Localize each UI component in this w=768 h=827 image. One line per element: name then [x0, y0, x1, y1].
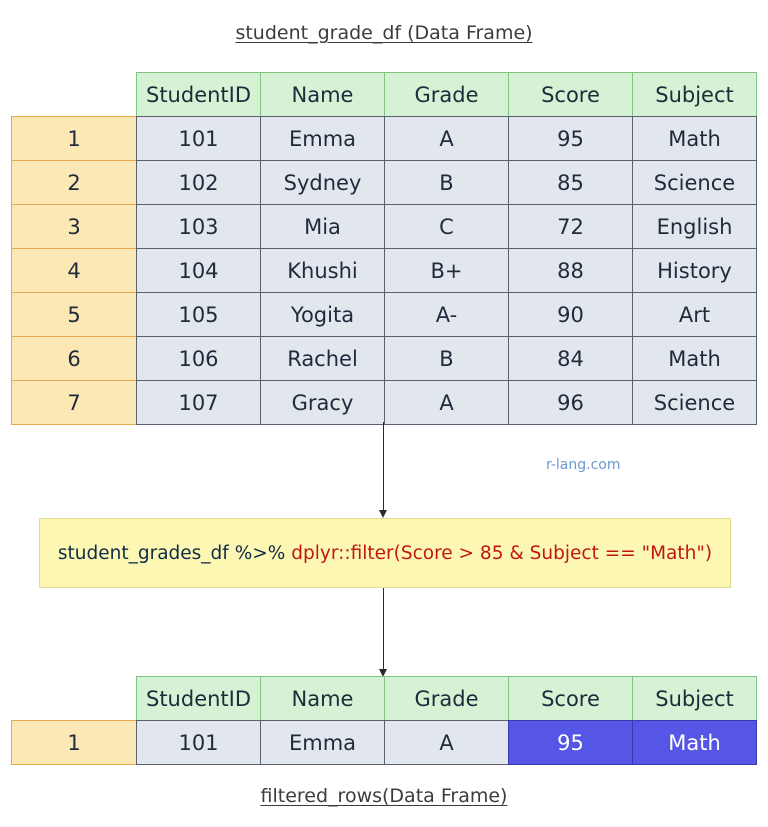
table-cell: Art [632, 292, 757, 337]
result-column-header: Grade [384, 676, 509, 721]
table-cell: Science [632, 160, 757, 205]
column-header: StudentID [136, 72, 261, 117]
result-column-header: Subject [632, 676, 757, 721]
code-object: student_grades_df [57, 542, 229, 564]
column-header: Grade [384, 72, 509, 117]
result-column-header: Name [260, 676, 385, 721]
table-cell: Math [632, 336, 757, 381]
table-cell: 103 [136, 204, 261, 249]
flow-line-bottom [383, 588, 384, 670]
table-cell: Emma [260, 116, 385, 161]
result-column-header: Score [508, 676, 633, 721]
table-cell: B+ [384, 248, 509, 293]
table-cell: 85 [508, 160, 633, 205]
watermark: r-lang.com [546, 457, 621, 473]
table-cell: B [384, 336, 509, 381]
table-cell: 88 [508, 248, 633, 293]
column-header: Name [260, 72, 385, 117]
result-cell: 101 [136, 720, 261, 765]
column-header: Subject [632, 72, 757, 117]
result-cell: Emma [260, 720, 385, 765]
table-cell: A [384, 380, 509, 425]
result-table-body [137, 721, 757, 765]
arrowhead-down-icon [379, 510, 387, 518]
table-cell: Math [632, 116, 757, 161]
result-cell: 95 [508, 720, 633, 765]
result-cell: Math [632, 720, 757, 765]
table-cell: 84 [508, 336, 633, 381]
table-cell: 101 [136, 116, 261, 161]
result-table-header [137, 677, 757, 721]
bottom-caption: filtered_rows(Data Frame) [260, 785, 508, 807]
table-cell: A- [384, 292, 509, 337]
table-cell: 106 [136, 336, 261, 381]
result-column-header: StudentID [136, 676, 261, 721]
row-index-cell: 1 [11, 116, 137, 161]
table-cell: 96 [508, 380, 633, 425]
table-cell: Gracy [260, 380, 385, 425]
code-pipe: %>% [234, 542, 286, 564]
table-cell: B [384, 160, 509, 205]
code-box [39, 518, 731, 588]
table-cell: 107 [136, 380, 261, 425]
table-cell: 102 [136, 160, 261, 205]
table-cell: A [384, 116, 509, 161]
row-index-cell: 6 [11, 336, 137, 381]
table-cell: Sydney [260, 160, 385, 205]
table-cell: 105 [136, 292, 261, 337]
table-cell: 104 [136, 248, 261, 293]
table-cell: 90 [508, 292, 633, 337]
code-call: dplyr::filter(Score > 85 & Subject == "Math") [291, 542, 713, 564]
column-header: Score [508, 72, 633, 117]
table-cell: Rachel [260, 336, 385, 381]
table-cell: History [632, 248, 757, 293]
table-cell: Science [632, 380, 757, 425]
main-table-row-index [12, 117, 137, 425]
result-table-row-index [12, 721, 137, 765]
main-table-header [137, 73, 757, 117]
row-index-cell: 4 [11, 248, 137, 293]
result-cell: A [384, 720, 509, 765]
table-cell: C [384, 204, 509, 249]
table-cell: English [632, 204, 757, 249]
table-cell: Khushi [260, 248, 385, 293]
row-index-cell: 5 [11, 292, 137, 337]
top-caption: student_grade_df (Data Frame) [235, 22, 533, 44]
row-index-cell: 7 [11, 380, 137, 425]
flow-line-top [383, 422, 384, 511]
table-cell: Mia [260, 204, 385, 249]
row-index-cell: 3 [11, 204, 137, 249]
table-cell: 95 [508, 116, 633, 161]
table-cell: Yogita [260, 292, 385, 337]
table-cell: 72 [508, 204, 633, 249]
result-row-index-cell: 1 [11, 720, 137, 765]
row-index-cell: 2 [11, 160, 137, 205]
main-table-body [137, 117, 757, 425]
